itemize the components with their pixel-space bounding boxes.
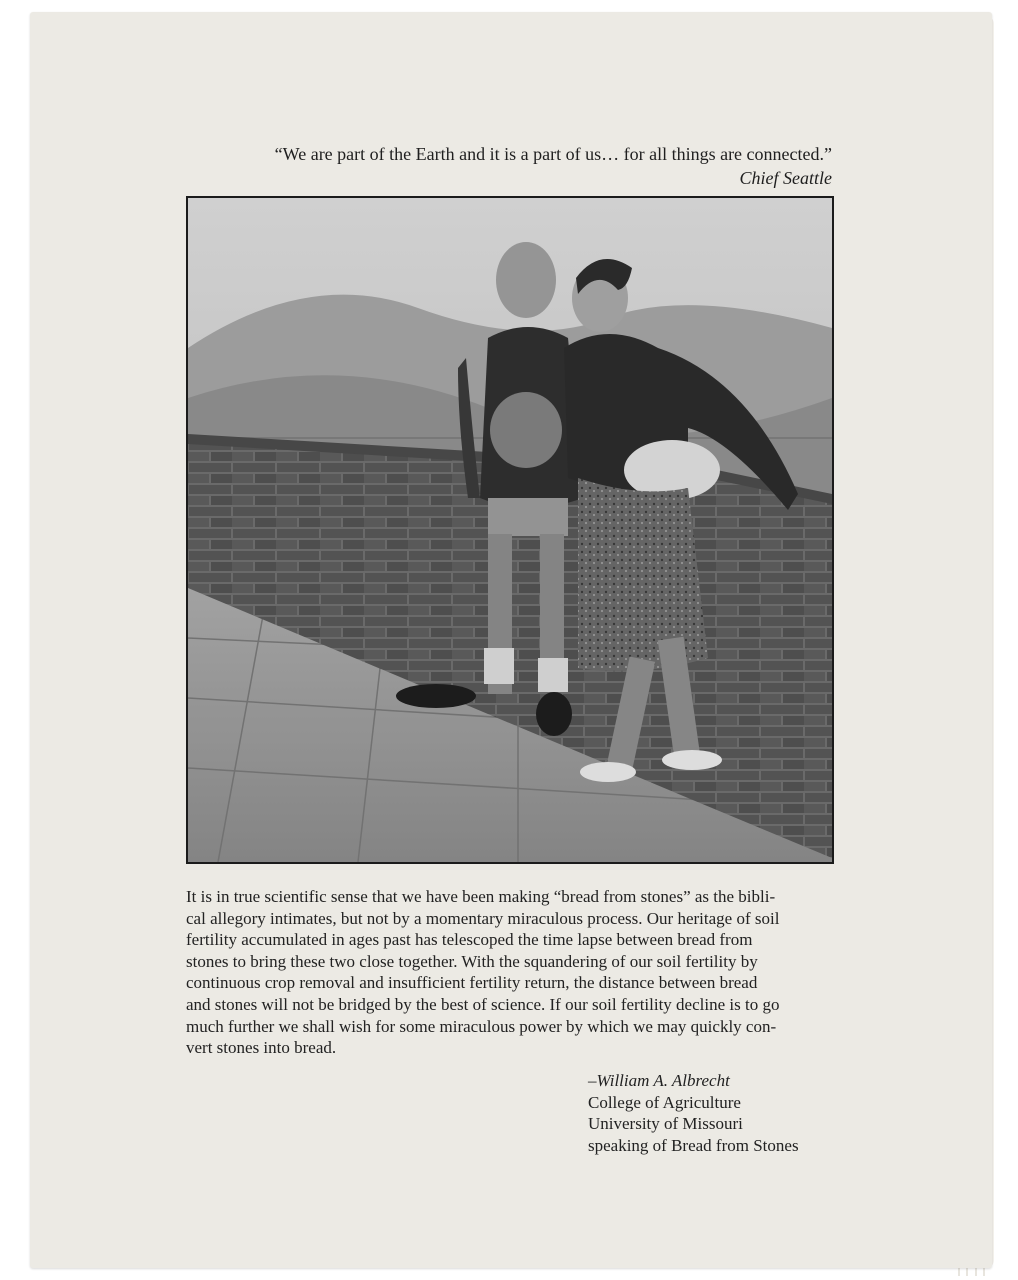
- passage-line: cal allegory intimates, but not by a momentary miraculous process. Our heritage of soil: [186, 908, 780, 928]
- author-institution: University of Missouri: [588, 1114, 743, 1133]
- author-name: –William A. Albrecht: [588, 1071, 730, 1090]
- passage-line: It is in true scientific sense that we have been making “bread from stones” as the bibli-: [186, 887, 776, 906]
- signature-block: [588, 1070, 799, 1156]
- epigraph-attribution: Chief Seattle: [739, 168, 832, 188]
- photo-illustration: [188, 198, 832, 862]
- passage-line: vert stones into bread.: [186, 1038, 337, 1058]
- author-department: College of Agriculture: [588, 1092, 741, 1112]
- passage-line: and stones will not be bridged by the best of science. If our soil fertility decline is to go: [186, 994, 780, 1014]
- passage-line: continuous crop removal and insufficient fertility return, the distance between bread: [186, 973, 758, 993]
- passage-line: fertility accumulated in ages past has telescoped the time lapse between bread from: [186, 930, 753, 950]
- passage: [186, 886, 826, 1059]
- quote-context: speaking of Bread from Stones: [588, 1135, 799, 1155]
- photograph: [186, 196, 834, 864]
- photo-tone: [188, 198, 832, 862]
- epigraph-quote: “We are part of the Earth and it is a part of us… for all things are connected.”: [274, 144, 832, 164]
- passage-line: much further we shall wish for some miraculous power by which we may quickly con-: [186, 1016, 777, 1036]
- passage-line: stones to bring these two close together. With the squandering of our soil fertility by: [186, 951, 758, 971]
- epigraph: [190, 142, 832, 190]
